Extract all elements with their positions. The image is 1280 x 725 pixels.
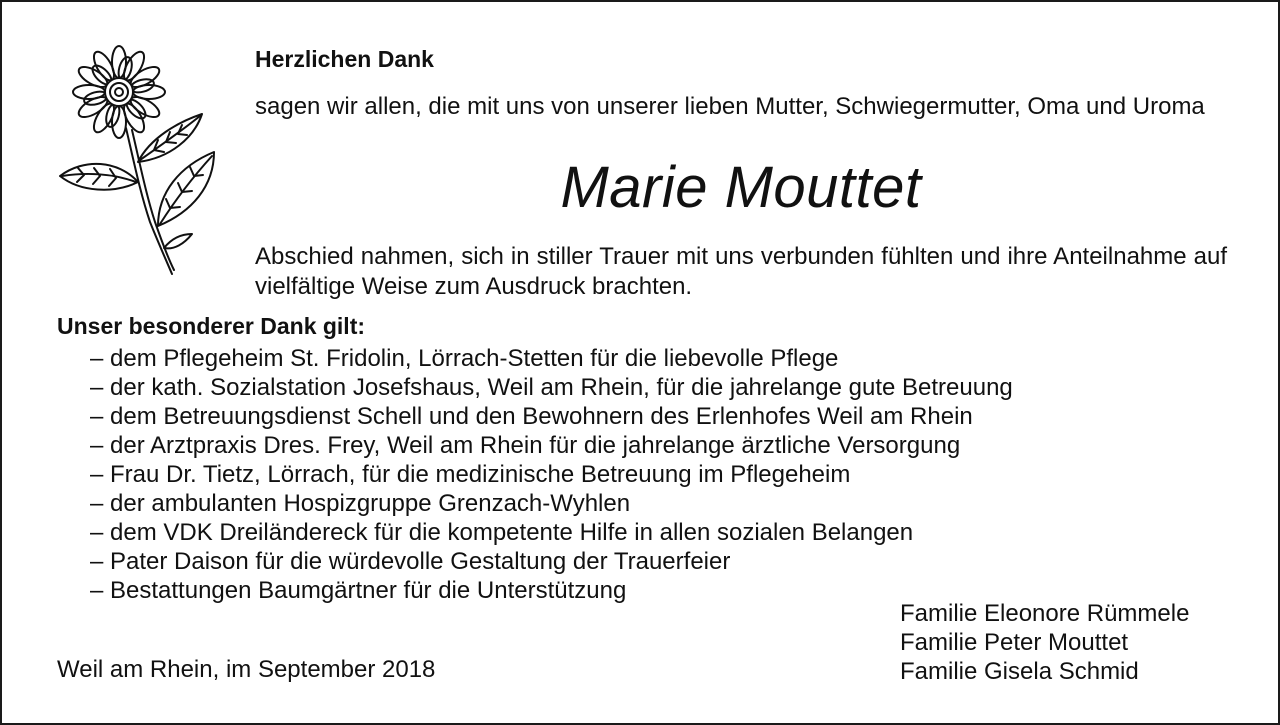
family-signatures [900, 599, 1189, 686]
family-name: Familie Peter Mouttet [900, 629, 1129, 656]
list-item: – Bestattungen Baumgärtner für die Unterstützung [90, 577, 627, 604]
list-item: – dem VDK Dreiländereck für die kompetente Hilfe in allen sozialen Belangen [90, 519, 914, 546]
place-date: Weil am Rhein, im September 2018 [57, 656, 436, 683]
farewell-text: Abschied nahmen, sich in stiller Trauer mit uns verbunden fühlten und ihre Anteilnahme auf vielfältige Weise zum Ausdruck brachten. [255, 243, 1227, 300]
list-item: – dem Pflegeheim St. Fridolin, Lörrach-Stetten für die liebevolle Pflege [90, 345, 839, 372]
family-name: Familie Eleonore Rümmele [900, 600, 1190, 627]
list-item: – Pater Daison für die würdevolle Gestaltung der Trauerfeier [90, 548, 731, 575]
list-item: – der Arztpraxis Dres. Frey, Weil am Rhein für die jahrelange ärztliche Versorgung [90, 432, 961, 459]
list-item: – dem Betreuungsdienst Schell und den Bewohnern des Erlenhofes Weil am Rhein [90, 403, 973, 430]
list-item: – Frau Dr. Tietz, Lörrach, für die medizinische Betreuung im Pflegeheim [90, 461, 851, 488]
deceased-name: Marie Mouttet [560, 155, 922, 220]
thanks-title: Herzlichen Dank [255, 46, 434, 72]
intro-text: sagen wir allen, die mit uns von unserer lieben Mutter, Schwiegermutter, Oma und Uroma [255, 93, 1205, 120]
special-thanks-heading: Unser besonderer Dank gilt: [57, 313, 366, 339]
sunflower-icon [54, 42, 224, 282]
family-name: Familie Gisela Schmid [900, 658, 1139, 685]
list-item: – der kath. Sozialstation Josefshaus, Weil am Rhein, für die jahrelange gute Betreuung [90, 374, 1013, 401]
list-item: – der ambulanten Hospizgruppe Grenzach-Wyhlen [90, 490, 631, 517]
special-thanks-list [90, 344, 1013, 605]
